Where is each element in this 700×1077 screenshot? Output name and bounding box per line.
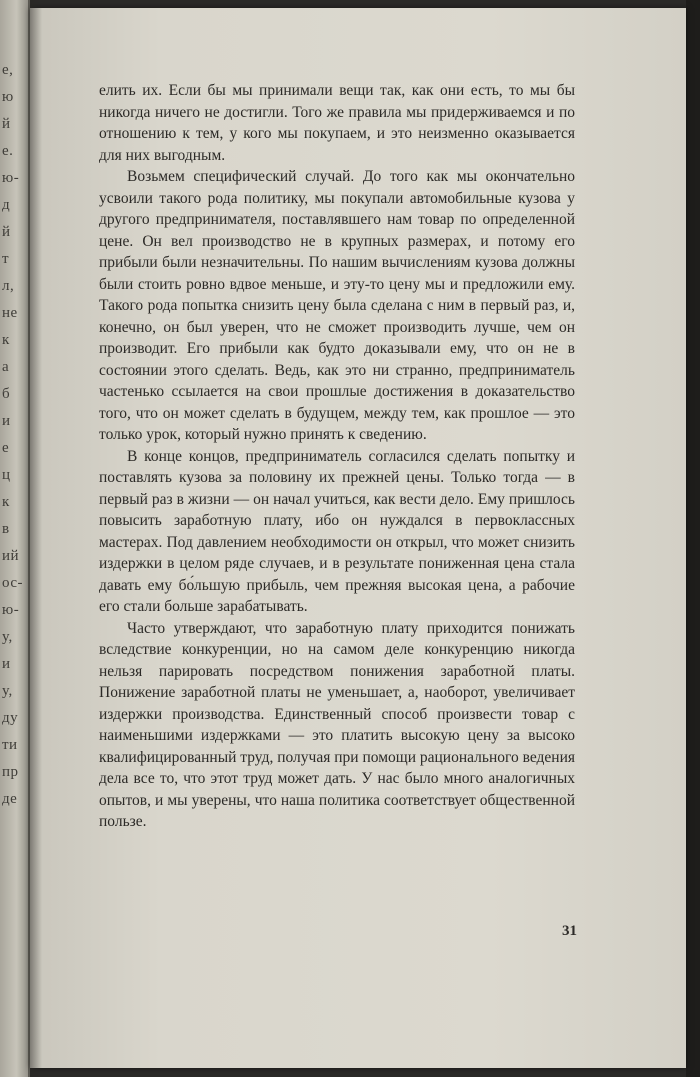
paragraph-4: Часто утверждают, что заработную плату приходится понижать вследствие конкуренции, но на самом деле конкуренцию никогда нельзя парировать посредством понижения заработной платы. Понижение заработной платы не уменьшает, а, наоборот, увеличивает издержки производства. Единственный способ произвести товар с наименьшими издержками — это платить высокую цену за высоко квалифицированный труд, получая при помощи рационального ведения дела все то, что этот труд может дать. У нас было много аналогичных опытов, и мы уверены, что наша политика соответствует общественной пользе. bbox=[99, 619, 575, 830]
book-gutter-shadow bbox=[28, 0, 42, 1077]
previous-page-fragment: к bbox=[2, 494, 10, 510]
background-edge bbox=[686, 0, 700, 1077]
paragraph-2: Возьмем специфический случай. До того как мы окончательно усвоили такого рода политику, мы покупали автомобильные кузова у другого предпринимателя, поставлявшего нам товар по определенной цене. Он вел производство не в крупных размерах, и потому его прибыли были незначительны. По нашим вычислениям кузова должны были стоить ровно вдвое меньше, и эту-то цену мы и предложили ему. Такого рода попытка снизить цену была сделана с ним в первый раз, и, конечно, он был уверен, что не сможет производить лучше, чем он производит. Его прибыли как будто доказывали ему, что он не в состоянии этого сделать. Ведь, как это ни странно, предприниматель частенько ссылается на свои прошлые достижения в доказательство того, что он может сделать в будущем, между тем, как прошлое — это только урок, который нужно принять к сведению. bbox=[99, 168, 575, 443]
previous-page-fragment: у, bbox=[2, 683, 13, 699]
previous-page-fragment: й bbox=[2, 224, 11, 240]
previous-page-fragment: и bbox=[2, 413, 11, 429]
previous-page-fragment: л, bbox=[2, 278, 15, 294]
previous-page-fragment: ц bbox=[2, 467, 11, 483]
previous-page-edge bbox=[0, 0, 30, 1077]
previous-page-fragment: не bbox=[2, 305, 18, 321]
previous-page-fragment: т bbox=[2, 251, 10, 267]
page-number: 31 bbox=[562, 923, 577, 939]
previous-page-fragment: ду bbox=[2, 710, 19, 726]
previous-page-fragment: е, bbox=[2, 62, 14, 78]
previous-page-fragment: у, bbox=[2, 629, 13, 645]
previous-page-fragment: ю bbox=[2, 89, 14, 105]
previous-page-fragment: к bbox=[2, 332, 10, 348]
previous-page-fragment: а bbox=[2, 359, 10, 375]
previous-page-fragment: ти bbox=[2, 737, 18, 753]
previous-page-fragment: ю- bbox=[2, 602, 20, 618]
previous-page-fragment: е bbox=[2, 440, 10, 456]
previous-page-fragment: ос- bbox=[2, 575, 24, 591]
paragraph-3: В конце концов, предприниматель согласился сделать попытку и поставлять кузова за половину их прежней цены. Только тогда — в первый раз в жизни — он начал учиться, как вести дело. Ему пришлось повысить заработную плату, ибо он нуждался в первоклассных мастерах. Под давлением необходимости он открыл, что может снизить издержки в целом ряде случаев, и в результате пониженная цена стала давать ему бо́льшую прибыль, чем прежняя высокая цена, а рабочие его стали больше зарабатывать. bbox=[99, 447, 575, 615]
previous-page-fragment: б bbox=[2, 386, 11, 402]
previous-page-fragment: ю- bbox=[2, 170, 20, 186]
previous-page-fragment: й bbox=[2, 116, 11, 132]
previous-page-fragment: в bbox=[2, 521, 10, 537]
previous-page-fragment: де bbox=[2, 791, 18, 807]
paragraph-1: елить их. Если бы мы принимали вещи так, как они есть, то мы бы никогда ничего не достигли. Того же правила мы придерживаемся и по отношению к тем, у кого мы покупаем, и это неизменно оказывается для них выгодным. bbox=[99, 82, 575, 164]
previous-page-fragment: д bbox=[2, 197, 11, 213]
previous-page-fragment: пр bbox=[2, 764, 19, 780]
page-text bbox=[99, 80, 575, 833]
previous-page-fragment: е. bbox=[2, 143, 14, 159]
previous-page-fragment: и bbox=[2, 656, 11, 672]
previous-page-fragment: ий bbox=[2, 548, 20, 564]
